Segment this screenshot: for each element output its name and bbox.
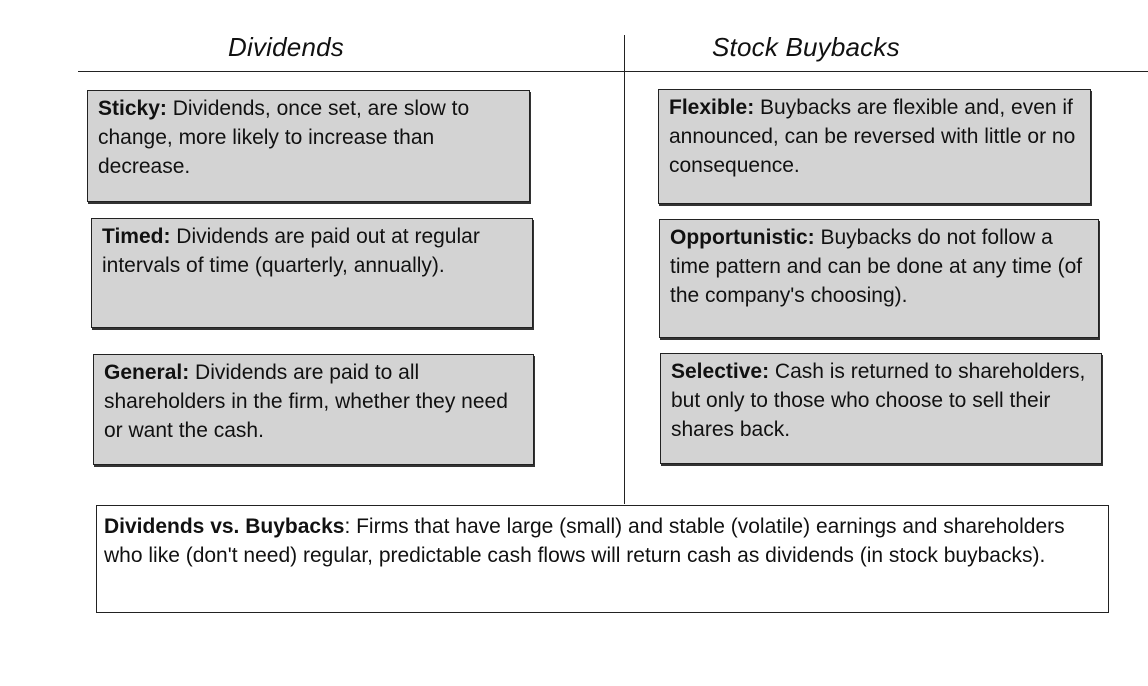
stock-buybacks-header: Stock Buybacks [712,32,900,62]
timed-term: Timed: [102,225,171,248]
dividends-timed-box [91,218,533,328]
column-divider [624,35,625,504]
summary-term: Dividends vs. Buybacks [104,515,345,538]
buybacks-opportunistic-box [659,219,1099,338]
selective-text: Cash is returned to shareholders, but only to those who choose to sell their shares back. [671,360,1086,441]
dividends-header: Dividends [228,32,344,62]
header-underline-right [624,71,1148,72]
buybacks-selective-box [660,353,1102,464]
selective-term: Selective: [671,360,770,383]
general-term: General: [104,361,190,384]
dividends-sticky-box [87,90,530,202]
flexible-text: Buybacks are flexible and, even if announced, can be reversed with little or no consequence. [669,96,1076,177]
summary-text: : Firms that have large (small) and stable (volatile) earnings and shareholders who like (don't need) regular, predictable cash flows will return cash as dividends (in stock buybacks). [104,515,1065,567]
opportunistic-term: Opportunistic: [670,226,815,249]
general-text: Dividends are paid to all shareholders in the firm, whether they need or want the cash. [104,361,508,442]
summary-box [96,505,1109,613]
sticky-text: Dividends, once set, are slow to change, more likely to increase than decrease. [98,97,470,178]
header-underline-left [78,71,624,72]
opportunistic-text: Buybacks do not follow a time pattern and can be done at any time (of the company's choosing). [670,226,1083,307]
timed-text: Dividends are paid out at regular intervals of time (quarterly, annually). [102,225,480,277]
sticky-term: Sticky: [98,97,167,120]
flexible-term: Flexible: [669,96,755,119]
buybacks-flexible-box [658,89,1091,204]
dividends-general-box [93,354,534,465]
